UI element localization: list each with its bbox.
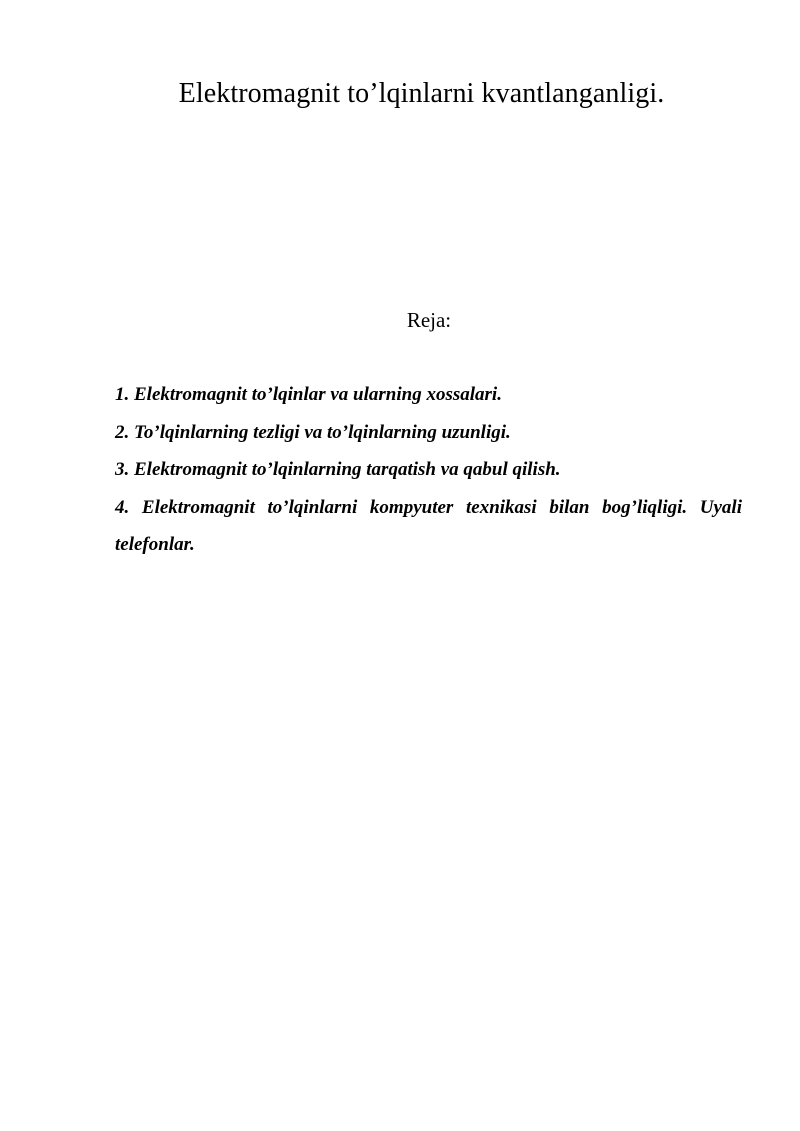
plan-item-3: 3. Elektromagnit to’lqinlarning tarqatish va qabul qilish.: [115, 459, 561, 480]
plan-item-4: 4. Elektromagnit to’lqinlarni kompyuter texnikasi bilan bog’liqligi. Uyali telefonlar.: [115, 496, 742, 555]
plan-item-2: 2. To’lqinlarning tezligi va to’lqinlarning uzunligi.: [115, 421, 511, 443]
plan-item-1: 1. Elektromagnit to’lqinlar va ularning xossalari.: [115, 384, 502, 405]
plan-heading: Reja:: [406, 308, 452, 332]
plan-list: [115, 376, 742, 564]
document-title: Elektromagnit to’lqinlarni kvantlanganligi.: [178, 78, 665, 109]
